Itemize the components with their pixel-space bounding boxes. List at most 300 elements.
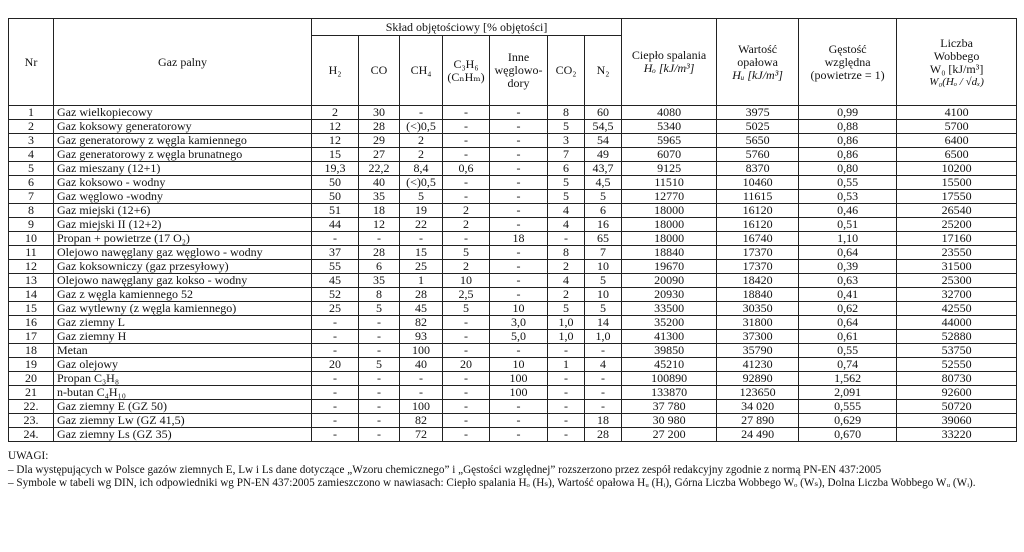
row-co: 12 — [359, 218, 400, 232]
row-density: 0,64 — [799, 246, 897, 260]
row-co2: 1,0 — [548, 316, 585, 330]
row-heat: 30 980 — [622, 414, 717, 428]
row-nr: 21 — [9, 386, 54, 400]
row-density: 1,562 — [799, 372, 897, 386]
row-n2: 1,0 — [585, 330, 622, 344]
header-density-line1: Gęstość — [828, 41, 867, 56]
row-n2: 16 — [585, 218, 622, 232]
table-row — [9, 400, 1017, 414]
row-c3h6: - — [443, 176, 490, 190]
row-nr: 6 — [9, 176, 54, 190]
table-row — [9, 288, 1017, 302]
header-wobbe — [897, 19, 1017, 106]
row-co2: 4 — [548, 218, 585, 232]
row-heat: 5340 — [622, 120, 717, 134]
row-c3h6: - — [443, 106, 490, 120]
row-n2: 60 — [585, 106, 622, 120]
row-ch4: 40 — [400, 358, 443, 372]
row-c3h6: - — [443, 120, 490, 134]
row-c3h6: 5 — [443, 302, 490, 316]
row-wobbe: 80730 — [897, 372, 1017, 386]
row-ch4: 72 — [400, 428, 443, 442]
row-ch4: (<)0,5 — [400, 120, 443, 134]
row-c3h6: - — [443, 190, 490, 204]
row-ch4: 28 — [400, 288, 443, 302]
row-co2: 8 — [548, 246, 585, 260]
row-co2: - — [548, 344, 585, 358]
row-wobbe: 5700 — [897, 120, 1017, 134]
row-other: - — [490, 428, 548, 442]
row-ch4: 2 — [400, 134, 443, 148]
row-wobbe: 39060 — [897, 414, 1017, 428]
row-name: Gaz miejski II (12+2) — [54, 218, 312, 232]
row-name: Gaz ziemny L — [54, 316, 312, 330]
row-c3h6: 20 — [443, 358, 490, 372]
row-co: 28 — [359, 246, 400, 260]
row-name: Gaz koksowniczy (gaz przesyłowy) — [54, 260, 312, 274]
row-density: 0,53 — [799, 190, 897, 204]
row-other: 10 — [490, 302, 548, 316]
header-co: CO — [359, 36, 400, 106]
row-wobbe: 25200 — [897, 218, 1017, 232]
row-nr: 4 — [9, 148, 54, 162]
row-co2: 7 — [548, 148, 585, 162]
table-row — [9, 330, 1017, 344]
notes-line-1: – Dla występujących w Polsce gazów ziemnych E, Lw i Ls dane dotyczące „Wzoru chemicznego” i „Gęstości względnej” rozszerzono przez zespół redakcyjny zgodnie z normą PN-EN 437:2005 — [8, 464, 882, 476]
row-name: Gaz z węgla kamiennego 52 — [54, 288, 312, 302]
header-wobbe-line2: Wobbego — [933, 48, 980, 63]
row-ch4: 25 — [400, 260, 443, 274]
row-density: 0,55 — [799, 344, 897, 358]
row-c3h6: 2,5 — [443, 288, 490, 302]
row-name: Olejowo nawęglany gaz kokso - wodny — [54, 274, 312, 288]
row-heat: 18000 — [622, 232, 717, 246]
row-heat: 27 200 — [622, 428, 717, 442]
row-nr: 12 — [9, 260, 54, 274]
row-name: Gaz ziemny Lw (GZ 41,5) — [54, 414, 312, 428]
table-row — [9, 316, 1017, 330]
row-co: 18 — [359, 204, 400, 218]
row-co2: 8 — [548, 106, 585, 120]
row-ch4: 100 — [400, 344, 443, 358]
row-h2: - — [312, 414, 359, 428]
top-strip — [8, 2, 1016, 18]
row-ch4: 100 — [400, 400, 443, 414]
row-co: 5 — [359, 358, 400, 372]
row-heat: 133870 — [622, 386, 717, 400]
row-ch4: (<)0,5 — [400, 176, 443, 190]
row-ch4: 19 — [400, 204, 443, 218]
row-lhv: 34 020 — [717, 400, 799, 414]
row-other: 5,0 — [490, 330, 548, 344]
row-lhv: 10460 — [717, 176, 799, 190]
row-c3h6: - — [443, 344, 490, 358]
row-co: - — [359, 428, 400, 442]
row-n2: 7 — [585, 246, 622, 260]
row-other: - — [490, 162, 548, 176]
row-co: 8 — [359, 288, 400, 302]
row-name: Gaz węglowo -wodny — [54, 190, 312, 204]
row-name: Gaz mieszany (12+1) — [54, 162, 312, 176]
row-co2: 5 — [548, 120, 585, 134]
row-n2: - — [585, 372, 622, 386]
row-h2: 44 — [312, 218, 359, 232]
row-wobbe: 23550 — [897, 246, 1017, 260]
row-h2: 12 — [312, 134, 359, 148]
row-co: 22,2 — [359, 162, 400, 176]
row-c3h6: - — [443, 232, 490, 246]
row-wobbe: 25300 — [897, 274, 1017, 288]
row-other: - — [490, 190, 548, 204]
row-lhv: 18420 — [717, 274, 799, 288]
header-density — [799, 19, 897, 106]
row-co: 5 — [359, 302, 400, 316]
notes-section — [8, 450, 1016, 490]
header-wobbe-line1: Liczba — [940, 35, 973, 50]
row-wobbe: 6500 — [897, 148, 1017, 162]
row-ch4: 2 — [400, 148, 443, 162]
row-n2: 28 — [585, 428, 622, 442]
row-n2: 5 — [585, 302, 622, 316]
row-name: Gaz miejski (12+6) — [54, 204, 312, 218]
row-other: - — [490, 400, 548, 414]
row-c3h6: 0,6 — [443, 162, 490, 176]
header-lhv-line1: Wartość — [738, 41, 778, 56]
row-other: - — [490, 344, 548, 358]
header-density-line2: względna — [824, 54, 871, 69]
row-density: 0,86 — [799, 148, 897, 162]
row-nr: 16 — [9, 316, 54, 330]
row-density: 1,10 — [799, 232, 897, 246]
header-wobbe-line3: W₀ [kJ/m³] — [929, 61, 984, 76]
row-h2: 50 — [312, 176, 359, 190]
row-h2: 12 — [312, 120, 359, 134]
row-lhv: 5025 — [717, 120, 799, 134]
row-n2: 5 — [585, 190, 622, 204]
row-density: 0,88 — [799, 120, 897, 134]
notes-line-2: – Symbole w tabeli wg DIN, ich odpowiedniki wg PN-EN 437:2005 zamieszczono w nawiasach: Ciepło spalania Hₒ (Hₛ), Wartość opałowa Hᵤ (Hᵢ), Górna Liczba Wobbego Wₒ (Wₛ), Dolna Liczba Wobbego Wᵤ (Wᵢ). — [8, 477, 976, 489]
row-h2: 2 — [312, 106, 359, 120]
row-h2: 20 — [312, 358, 359, 372]
row-nr: 18 — [9, 344, 54, 358]
header-n2: N₂ — [585, 36, 622, 106]
row-lhv: 92890 — [717, 372, 799, 386]
row-c3h6: - — [443, 400, 490, 414]
row-name: Gaz koksowy generatorowy — [54, 120, 312, 134]
row-wobbe: 53750 — [897, 344, 1017, 358]
row-co: 29 — [359, 134, 400, 148]
row-other: - — [490, 218, 548, 232]
row-heat: 18000 — [622, 218, 717, 232]
row-co: - — [359, 232, 400, 246]
document-page — [8, 2, 1016, 490]
row-heat: 20090 — [622, 274, 717, 288]
row-n2: 14 — [585, 316, 622, 330]
row-h2: 37 — [312, 246, 359, 260]
row-ch4: 1 — [400, 274, 443, 288]
row-co2: 5 — [548, 302, 585, 316]
row-lhv: 31800 — [717, 316, 799, 330]
table-row — [9, 232, 1017, 246]
row-heat: 33500 — [622, 302, 717, 316]
row-lhv: 37300 — [717, 330, 799, 344]
row-ch4: 15 — [400, 246, 443, 260]
row-name: Metan — [54, 344, 312, 358]
row-ch4: 82 — [400, 414, 443, 428]
row-name: Gaz ziemny Ls (GZ 35) — [54, 428, 312, 442]
row-lhv: 5650 — [717, 134, 799, 148]
row-n2: 10 — [585, 288, 622, 302]
row-density: 0,55 — [799, 176, 897, 190]
row-h2: 50 — [312, 190, 359, 204]
row-other: - — [490, 274, 548, 288]
row-h2: - — [312, 372, 359, 386]
row-co2: - — [548, 400, 585, 414]
row-lhv: 8370 — [717, 162, 799, 176]
row-n2: 4 — [585, 358, 622, 372]
header-c3h6 — [443, 36, 490, 106]
row-name: n-butan C₄H₁₀ — [54, 386, 312, 400]
row-n2: 4,5 — [585, 176, 622, 190]
header-composition: Skład objętościowy [% objętości] — [312, 19, 622, 36]
row-wobbe: 4100 — [897, 106, 1017, 120]
row-heat: 4080 — [622, 106, 717, 120]
row-density: 0,629 — [799, 414, 897, 428]
row-density: 0,64 — [799, 316, 897, 330]
row-nr: 24. — [9, 428, 54, 442]
row-co2: 3 — [548, 134, 585, 148]
row-wobbe: 42550 — [897, 302, 1017, 316]
row-co: 6 — [359, 260, 400, 274]
header-nr: Nr — [9, 19, 54, 106]
row-nr: 1 — [9, 106, 54, 120]
row-lhv: 5760 — [717, 148, 799, 162]
row-nr: 19 — [9, 358, 54, 372]
row-nr: 10 — [9, 232, 54, 246]
row-co: 35 — [359, 190, 400, 204]
row-co: 35 — [359, 274, 400, 288]
row-n2: - — [585, 344, 622, 358]
row-heat: 5965 — [622, 134, 717, 148]
row-c3h6: 5 — [443, 246, 490, 260]
row-co2: - — [548, 428, 585, 442]
row-ch4: 5 — [400, 190, 443, 204]
row-lhv: 18840 — [717, 288, 799, 302]
header-heat-line2: Hₒ [kJ/m³] — [643, 61, 695, 75]
row-lhv: 27 890 — [717, 414, 799, 428]
row-n2: - — [585, 386, 622, 400]
row-c3h6: - — [443, 386, 490, 400]
row-other: - — [490, 176, 548, 190]
row-co: 28 — [359, 120, 400, 134]
row-ch4: 93 — [400, 330, 443, 344]
row-co: - — [359, 414, 400, 428]
row-co2: - — [548, 232, 585, 246]
row-name: Olejowo nawęglany gaz węglowo - wodny — [54, 246, 312, 260]
row-n2: 54 — [585, 134, 622, 148]
row-c3h6: - — [443, 148, 490, 162]
row-wobbe: 10200 — [897, 162, 1017, 176]
row-other: 10 — [490, 358, 548, 372]
row-heat: 39850 — [622, 344, 717, 358]
row-h2: - — [312, 386, 359, 400]
row-h2: 45 — [312, 274, 359, 288]
row-lhv: 30350 — [717, 302, 799, 316]
table-row — [9, 414, 1017, 428]
row-name: Gaz generatorowy z węgla brunatnego — [54, 148, 312, 162]
table-row — [9, 176, 1017, 190]
row-nr: 14 — [9, 288, 54, 302]
row-other: - — [490, 204, 548, 218]
row-co2: - — [548, 372, 585, 386]
row-ch4: - — [400, 386, 443, 400]
row-density: 0,99 — [799, 106, 897, 120]
row-ch4: - — [400, 372, 443, 386]
row-other: - — [490, 288, 548, 302]
row-co2: 4 — [548, 204, 585, 218]
row-co: 30 — [359, 106, 400, 120]
row-density: 0,51 — [799, 218, 897, 232]
row-heat: 9125 — [622, 162, 717, 176]
table-body — [9, 106, 1017, 442]
row-n2: 54,5 — [585, 120, 622, 134]
row-name: Gaz olejowy — [54, 358, 312, 372]
notes-title: UWAGI: — [8, 450, 49, 462]
table-row — [9, 274, 1017, 288]
row-co2: 4 — [548, 274, 585, 288]
row-h2: 15 — [312, 148, 359, 162]
table-row — [9, 344, 1017, 358]
row-lhv: 17370 — [717, 260, 799, 274]
row-heat: 37 780 — [622, 400, 717, 414]
row-wobbe: 52880 — [897, 330, 1017, 344]
row-ch4: 82 — [400, 316, 443, 330]
header-heat-line1: Ciepło spalania — [631, 48, 707, 62]
row-n2: 10 — [585, 260, 622, 274]
row-heat: 35200 — [622, 316, 717, 330]
row-nr: 8 — [9, 204, 54, 218]
table-row — [9, 358, 1017, 372]
row-co: - — [359, 372, 400, 386]
header-lhv-line2: opałowa — [737, 54, 778, 69]
row-name: Gaz generatorowy z węgla kamiennego — [54, 134, 312, 148]
header-lhv — [717, 19, 799, 106]
table-row — [9, 162, 1017, 176]
table-row — [9, 386, 1017, 400]
row-h2: - — [312, 344, 359, 358]
row-heat: 20930 — [622, 288, 717, 302]
row-lhv: 11615 — [717, 190, 799, 204]
row-ch4: - — [400, 106, 443, 120]
row-c3h6: - — [443, 316, 490, 330]
table-row — [9, 204, 1017, 218]
row-name: Propan + powietrze (17 O₂) — [54, 232, 312, 246]
row-heat: 6070 — [622, 148, 717, 162]
row-h2: 52 — [312, 288, 359, 302]
row-density: 0,63 — [799, 274, 897, 288]
row-lhv: 35790 — [717, 344, 799, 358]
row-wobbe: 15500 — [897, 176, 1017, 190]
row-c3h6: - — [443, 414, 490, 428]
row-co2: 2 — [548, 260, 585, 274]
row-name: Gaz ziemny H — [54, 330, 312, 344]
row-lhv: 16120 — [717, 204, 799, 218]
table-row — [9, 428, 1017, 442]
header-ch4: CH₄ — [400, 36, 443, 106]
row-heat: 12770 — [622, 190, 717, 204]
row-nr: 23. — [9, 414, 54, 428]
row-nr: 17 — [9, 330, 54, 344]
row-co2: 2 — [548, 288, 585, 302]
row-nr: 9 — [9, 218, 54, 232]
row-lhv: 123650 — [717, 386, 799, 400]
row-ch4: - — [400, 232, 443, 246]
row-n2: 49 — [585, 148, 622, 162]
table-row — [9, 218, 1017, 232]
row-density: 0,670 — [799, 428, 897, 442]
header-co2: CO₂ — [548, 36, 585, 106]
row-co: 27 — [359, 148, 400, 162]
row-n2: 6 — [585, 204, 622, 218]
row-n2: 5 — [585, 274, 622, 288]
row-co2: - — [548, 414, 585, 428]
row-c3h6: - — [443, 330, 490, 344]
row-name: Gaz wytlewny (z węgla kamiennego) — [54, 302, 312, 316]
row-other: - — [490, 134, 548, 148]
row-h2: 51 — [312, 204, 359, 218]
row-other: - — [490, 260, 548, 274]
row-n2: - — [585, 400, 622, 414]
header-other: Inne węglowo-dory — [490, 36, 548, 106]
row-ch4: 45 — [400, 302, 443, 316]
table-row — [9, 372, 1017, 386]
row-density: 0,41 — [799, 288, 897, 302]
row-ch4: 22 — [400, 218, 443, 232]
row-lhv: 16740 — [717, 232, 799, 246]
row-density: 2,091 — [799, 386, 897, 400]
table-row — [9, 120, 1017, 134]
row-wobbe: 26540 — [897, 204, 1017, 218]
row-nr: 13 — [9, 274, 54, 288]
row-wobbe: 6400 — [897, 134, 1017, 148]
row-wobbe: 17550 — [897, 190, 1017, 204]
row-heat: 18840 — [622, 246, 717, 260]
row-density: 0,80 — [799, 162, 897, 176]
row-wobbe: 44000 — [897, 316, 1017, 330]
row-n2: 65 — [585, 232, 622, 246]
row-lhv: 41230 — [717, 358, 799, 372]
row-c3h6: - — [443, 372, 490, 386]
row-c3h6: 10 — [443, 274, 490, 288]
header-c3h6-line1: C₃H₆ — [453, 56, 479, 71]
row-other: 100 — [490, 386, 548, 400]
table-row — [9, 148, 1017, 162]
row-heat: 11510 — [622, 176, 717, 190]
row-other: - — [490, 120, 548, 134]
row-other: - — [490, 246, 548, 260]
row-c3h6: 2 — [443, 204, 490, 218]
row-density: 0,74 — [799, 358, 897, 372]
row-heat: 18000 — [622, 204, 717, 218]
row-co: 40 — [359, 176, 400, 190]
row-co: - — [359, 386, 400, 400]
row-wobbe: 32700 — [897, 288, 1017, 302]
header-gas: Gaz palny — [54, 19, 312, 106]
row-nr: 20 — [9, 372, 54, 386]
row-nr: 3 — [9, 134, 54, 148]
row-h2: - — [312, 400, 359, 414]
row-co2: 1 — [548, 358, 585, 372]
